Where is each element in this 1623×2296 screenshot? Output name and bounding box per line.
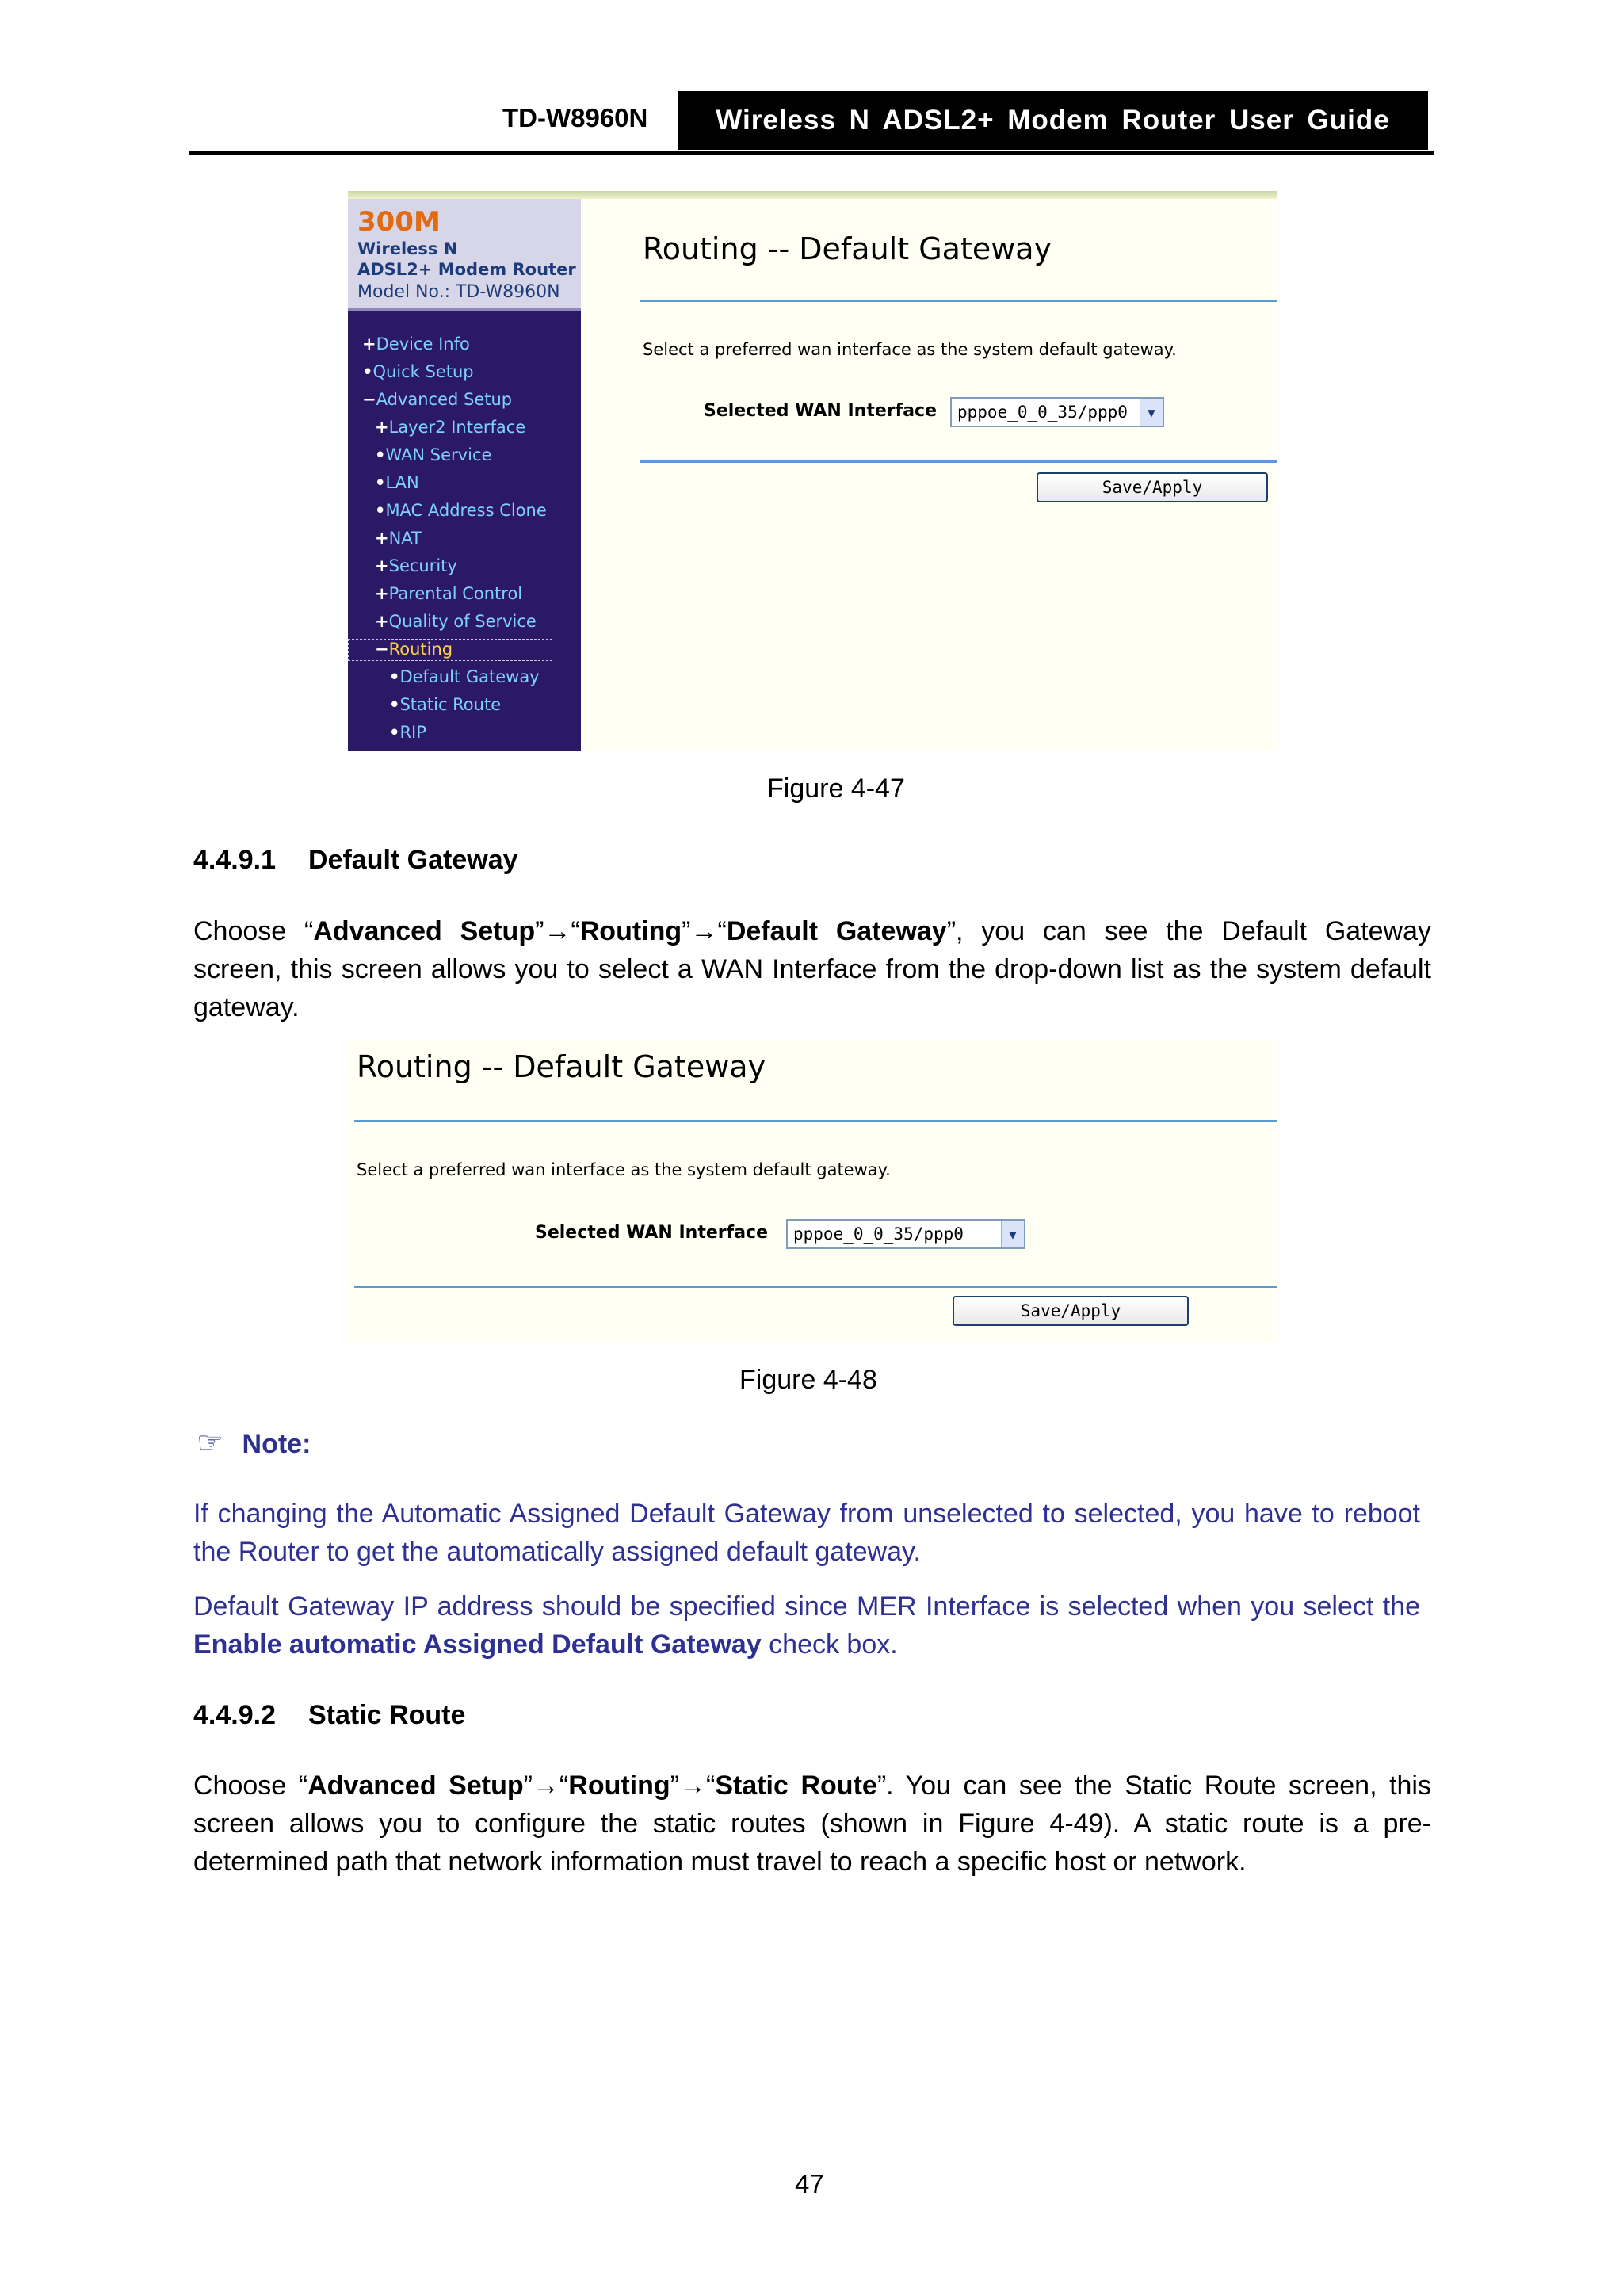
section-heading: Static Route: [308, 1700, 466, 1730]
note-paragraph-1: If changing the Automatic Assigned Default Gateway from unselected to selected, you have to reboot the Router to get the automatically assigned default gateway.: [193, 1499, 1420, 1567]
menu-marker: −: [362, 390, 376, 409]
note-heading: [197, 1425, 311, 1460]
menu-item-wan-service[interactable]: [375, 445, 491, 464]
text-run-bold: Routing: [568, 1771, 670, 1801]
page-number: 47: [795, 2169, 824, 2199]
menu-item-rip[interactable]: [389, 723, 426, 742]
menu-label: WAN Service: [385, 445, 492, 464]
menu-label: Quick Setup: [372, 362, 474, 381]
menu-item-routing[interactable]: [375, 640, 453, 659]
menu-item-nat[interactable]: [375, 529, 422, 548]
select-value: pppoe_0_0_35/ppp0: [957, 403, 1128, 422]
text-run-bold: Enable automatic Assigned Default Gateway: [193, 1629, 762, 1660]
fig47-wan-interface-select[interactable]: [950, 397, 1164, 427]
text-run: ”→“: [523, 1771, 569, 1801]
pointing-hand-icon: ☞: [197, 1425, 224, 1460]
logo-capacity: 300M: [357, 206, 441, 238]
text-run: ”→“: [670, 1771, 716, 1801]
menu-item-device-info[interactable]: [362, 334, 470, 353]
menu-marker: +: [362, 334, 376, 353]
fig47-page-title: Routing -- Default Gateway: [643, 231, 1052, 266]
section-paragraph: [193, 1767, 1431, 1881]
menu-label: Static Route: [399, 695, 502, 714]
fig47-wan-interface-label: Selected WAN Interface: [704, 401, 938, 421]
menu-marker: +: [375, 529, 389, 548]
menu-label: Routing: [388, 640, 453, 659]
fig48-save-apply-button[interactable]: Save/Apply: [953, 1296, 1189, 1326]
text-run: ”→“: [682, 916, 727, 946]
logo-line-2: ADSL2+ Modem Router: [357, 260, 576, 279]
menu-marker: •: [389, 723, 400, 742]
logo-separator: [348, 308, 581, 311]
chevron-down-icon[interactable]: ▼: [1140, 399, 1163, 426]
text-run-bold: Default Gateway: [726, 916, 947, 946]
menu-marker: •: [362, 362, 373, 381]
menu-label: Parental Control: [388, 584, 523, 603]
figure-47-top-strip: [348, 191, 1277, 199]
menu-item-default-gateway[interactable]: [389, 667, 540, 686]
fig47-bottom-rule: [640, 460, 1277, 463]
header-guide-title: Wireless N ADSL2+ Modem Router User Guide: [678, 91, 1428, 150]
menu-item-security[interactable]: [375, 556, 457, 575]
menu-label: Advanced Setup: [376, 390, 513, 409]
fig48-description: Select a preferred wan interface as the system default gateway.: [357, 1160, 891, 1179]
section-paragraph: [193, 912, 1431, 1026]
menu-label: Quality of Service: [388, 612, 537, 631]
text-run: Default Gateway IP address should be specified since MER Interface is selected when you select the: [193, 1591, 1420, 1622]
menu-label: Default Gateway: [399, 667, 540, 686]
menu-label: LAN: [385, 473, 419, 492]
menu-marker: +: [375, 584, 389, 603]
fig47-top-rule: [640, 300, 1277, 302]
menu-item-layer2-interface[interactable]: [375, 418, 525, 437]
menu-item-quick-setup[interactable]: [362, 362, 474, 381]
menu-marker: •: [389, 695, 400, 714]
header-model: TD-W8960N: [502, 103, 648, 132]
menu-label: Security: [388, 556, 457, 575]
header-rule: [189, 151, 1434, 155]
text-run-bold: Advanced Setup: [307, 1771, 524, 1801]
fig48-wan-interface-select[interactable]: [786, 1219, 1025, 1249]
fig47-description: Select a preferred wan interface as the system default gateway.: [643, 340, 1177, 359]
menu-label: MAC Address Clone: [385, 501, 547, 520]
text-run: ”. You can see the Static Route screen, this screen allows you to configure the static routes (shown in Figure 4-49). A static route is a pre-determined path that network information must travel to reach a specific host or network.: [193, 1771, 1431, 1877]
menu-item-advanced-setup[interactable]: [362, 390, 512, 409]
text-run: ”, you can see the Default Gateway screen, this screen allows you to select a WAN Interface from the drop-down list as the system default gateway.: [193, 916, 1431, 1022]
menu-item-quality-of-service[interactable]: [375, 612, 537, 631]
fig48-wan-interface-label: Selected WAN Interface: [535, 1223, 769, 1243]
fig48-bottom-rule: [354, 1286, 1277, 1288]
menu-marker: •: [375, 473, 386, 492]
menu-marker: •: [389, 667, 400, 686]
note-label: Note:: [242, 1429, 311, 1459]
menu-label: Device Info: [376, 334, 470, 353]
section-heading: Default Gateway: [308, 845, 518, 875]
menu-marker: −: [375, 640, 389, 659]
menu-item-static-route[interactable]: [389, 695, 501, 714]
logo-line-1: Wireless N: [357, 239, 458, 258]
fig48-top-rule: [354, 1120, 1277, 1122]
figure-48-caption: Figure 4-48: [739, 1365, 877, 1395]
text-run: Choose “: [193, 1771, 308, 1801]
fig47-save-apply-button[interactable]: Save/Apply: [1037, 472, 1268, 502]
menu-marker: +: [375, 556, 389, 575]
text-run: Choose “: [193, 916, 314, 946]
menu-label: RIP: [399, 723, 426, 742]
menu-item-parental-control[interactable]: [375, 584, 522, 603]
menu-label: Layer2 Interface: [388, 418, 526, 437]
text-run: check box.: [761, 1629, 898, 1660]
menu-item-lan[interactable]: [375, 473, 419, 492]
note-paragraph-2: [193, 1587, 1420, 1664]
menu-item-mac-address-clone[interactable]: [375, 501, 547, 520]
menu-marker: +: [375, 418, 389, 437]
text-run-bold: Routing: [579, 916, 682, 946]
section-heading-number: 4.4.9.1: [193, 845, 276, 875]
figure-47-caption: Figure 4-47: [767, 774, 905, 804]
section-heading-number: 4.4.9.2: [193, 1700, 276, 1730]
menu-label: NAT: [388, 529, 422, 548]
text-run: ”→“: [535, 916, 580, 946]
text-run-bold: Advanced Setup: [313, 916, 536, 946]
menu-marker: •: [375, 501, 386, 520]
menu-marker: •: [375, 445, 386, 464]
logo-model: Model No.: TD-W8960N: [357, 282, 560, 302]
text-run-bold: Static Route: [715, 1771, 877, 1801]
select-value: pppoe_0_0_35/ppp0: [793, 1224, 964, 1244]
fig48-page-title: Routing -- Default Gateway: [357, 1049, 766, 1084]
chevron-down-icon[interactable]: ▼: [1001, 1221, 1024, 1247]
menu-marker: +: [375, 612, 389, 631]
